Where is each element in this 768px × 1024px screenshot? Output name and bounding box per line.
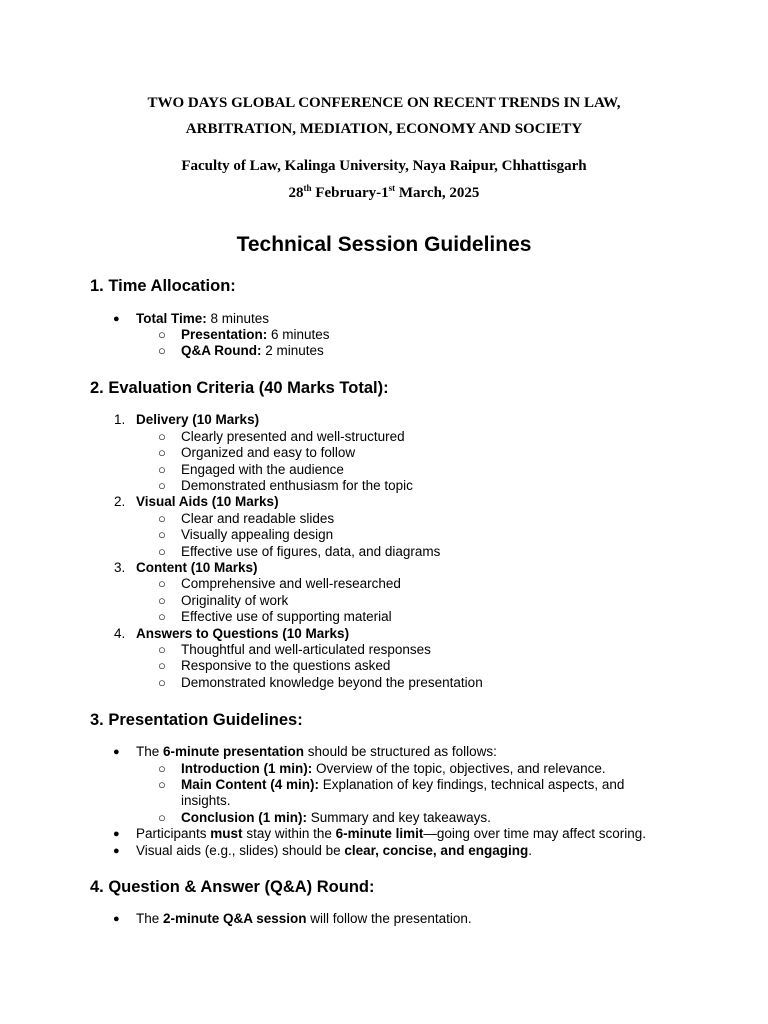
section-heading-evaluation-criteria: 2. Evaluation Criteria (40 Marks Total): (90, 379, 389, 397)
bullet-icon: ● (113, 913, 120, 925)
circle-bullet-icon: ○ (158, 343, 166, 358)
circle-bullet-icon: ○ (158, 642, 166, 657)
circle-bullet-icon: ○ (158, 675, 166, 690)
circle-bullet-icon: ○ (158, 810, 166, 825)
circle-bullet-icon: ○ (158, 429, 166, 444)
circle-bullet-icon: ○ (158, 511, 166, 526)
circle-bullet-icon: ○ (158, 761, 166, 776)
section-heading-time-allocation: 1. Time Allocation: (90, 277, 236, 295)
circle-bullet-icon: ○ (158, 445, 166, 460)
bullet-icon: ● (113, 845, 120, 857)
document-title: Technical Session Guidelines (236, 233, 532, 256)
circle-bullet-icon: ○ (158, 478, 166, 493)
circle-bullet-icon: ○ (158, 777, 166, 792)
bullet-icon: ● (113, 746, 120, 758)
section-heading-presentation-guidelines: 3. Presentation Guidelines: (90, 711, 303, 729)
circle-bullet-icon: ○ (158, 327, 166, 342)
bullet-icon: ● (113, 313, 120, 325)
conference-title-line-2: ARBITRATION, MEDIATION, ECONOMY AND SOCIETY (185, 121, 583, 137)
circle-bullet-icon: ○ (158, 527, 166, 542)
conference-venue: Faculty of Law, Kalinga University, Naya Raipur, Chhattisgarh (181, 158, 587, 174)
bullet-icon: ● (113, 828, 120, 840)
section-heading-qa-round: 4. Question & Answer (Q&A) Round: (90, 878, 375, 896)
circle-bullet-icon: ○ (158, 544, 166, 559)
conference-date: 28th February-1st March, 2025 (288, 183, 480, 201)
conference-title-line-1: TWO DAYS GLOBAL CONFERENCE ON RECENT TRENDS IN LAW, (147, 95, 621, 111)
document-page: TWO DAYS GLOBAL CONFERENCE ON RECENT TRENDS IN LAW, ARBITRATION, MEDIATION, ECONOMY AND SOCIETY Faculty of Law, Kalinga University, Naya Raipur, Chhattisgarh 28th February-1st March, 2025 Technical Session Guidelines 1. Time Allocation: ● Total Time: 8 minutes ○ Presentation: 6 minutes ○ Q&A Round: 2 minutes 2. Evaluation Criteria (40 Marks Total): 1. Delivery (10 Marks) ○ Clearly presented and well-structured ○ Organized and easy to follow ○ Engaged with the audience ○ Demonstrated enthusiasm for the topic 2. Visual Aids (10 Marks) ○ Clear and readable slides ○ Visually appealing design ○ Effective use of figures, data, and diagrams 3. Content (10 Marks) ○ Comprehensive and well-researched ○ Originality of work ○ Effective use of supporting material 4. Answers to Questions (10 Marks) ○ Thoughtful and well-articulated responses ○ Responsive to the questions asked ○ Demonstrated knowledge beyond the presentation 3. Presentation Guidelines: ● The 6-minute presentation should be structured as follows: ○ Introduction (1 min): Overview of the topic, objectives, and relevance. ○ Main Content (4 min): Explanation of key findings, technical aspects, and insights. ○ Conclusion (1 min): Summary and key takeaways. ● Participants must stay within the 6-minute limit—going over time may affect scoring. ● Visual aids (e.g., slides) should be clear, concise, and engaging. 4. Question & Answer (Q&A) Round: ● The 2-minute Q&A session will follow the presentation. (0, 0, 768, 1024)
circle-bullet-icon: ○ (158, 593, 166, 608)
circle-bullet-icon: ○ (158, 576, 166, 591)
circle-bullet-icon: ○ (158, 658, 166, 673)
circle-bullet-icon: ○ (158, 462, 166, 477)
circle-bullet-icon: ○ (158, 609, 166, 624)
